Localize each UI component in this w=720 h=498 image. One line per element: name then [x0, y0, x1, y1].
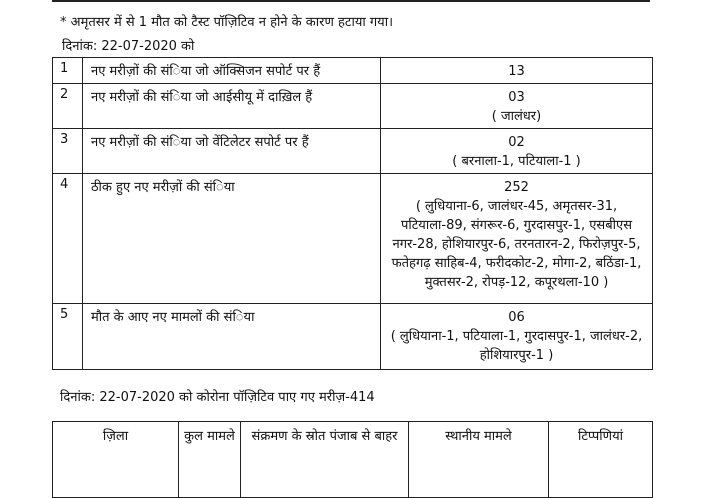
top-rule: [52, 0, 650, 2]
row-value-cell: [381, 304, 653, 370]
row-value: 13: [508, 64, 525, 79]
date-line-2: दिनांक: 22-07-2020 को कोरोना पॉज़िटिव पाए गए मरीज़-414: [60, 390, 375, 405]
header-source-outside-punjab: संक्रमण के स्रोत पंजाब से बाहर: [241, 422, 409, 498]
table-row: [53, 174, 653, 304]
row-number: 3: [53, 129, 83, 174]
header-district: ज़िला: [53, 422, 179, 498]
row-label: ठीक हुए नए मरीज़ों की संिया: [83, 174, 381, 304]
row-value-cell: [381, 84, 653, 129]
row-detail: ( बरनाला-1, पटियाला-1 ): [452, 154, 581, 169]
table-row: [53, 304, 653, 370]
footnote: * अमृतसर में से 1 मौत को टैस्ट पॉज़िटिव न होने के कारण हटाया गया।: [60, 15, 394, 30]
row-value: 06: [508, 310, 525, 325]
table-row: [53, 58, 653, 84]
district-table: [52, 421, 653, 498]
row-value-cell: [381, 174, 653, 304]
header-local-cases: स्थानीय मामले: [409, 422, 549, 498]
row-value: 02: [508, 135, 525, 150]
row-detail: ( लुधियाना-1, पटियाला-1, गुरदासपुर-1, जालंधर-2, होशियारपुर-1 ): [390, 329, 643, 363]
row-label: नए मरीज़ों की संिया जो आईसीयू में दाख़िल हैं: [83, 84, 381, 129]
row-detail: ( लुधियाना-6, जालंधर-45, अमृतसर-31, पटियाला-89, संगरूर-6, गुरदासपुर-1, एसबीएस नगर-28, होशियारपुर-6, तरनतारन-2, फिरोज़पुर-5, फतेहगढ़ साहिब-4, फरीदकोट-2, मोगा-2, बठिंडा-1, मुक्तसर-2, रोपड़-12, कपूरथला-10 ): [391, 199, 642, 290]
table-header-row: [53, 422, 653, 498]
row-number: 4: [53, 174, 83, 304]
row-label: नए मरीज़ों की संिया जो ऑक्सिजन सपोर्ट पर हैं: [83, 58, 381, 84]
row-label: नए मरीज़ों की संिया जो वेंटिलेटर सपोर्ट पर हैं: [83, 129, 381, 174]
row-number: 1: [53, 58, 83, 84]
row-number: 5: [53, 304, 83, 370]
row-value: 252: [504, 180, 529, 195]
row-value-cell: [381, 129, 653, 174]
row-value: 03: [508, 90, 525, 105]
table-row: [53, 84, 653, 129]
header-total-cases: कुल मामले: [179, 422, 241, 498]
row-detail: ( जालंधर): [491, 109, 542, 124]
row-label: मौत के आए नए मामलों की संिया: [83, 304, 381, 370]
row-number: 2: [53, 84, 83, 129]
table-row: [53, 129, 653, 174]
row-value-cell: [381, 58, 653, 84]
date-line-1: दिनांक: 22-07-2020 को: [62, 39, 195, 54]
summary-table: [52, 57, 653, 370]
header-remarks: टिप्पणियां: [549, 422, 653, 498]
